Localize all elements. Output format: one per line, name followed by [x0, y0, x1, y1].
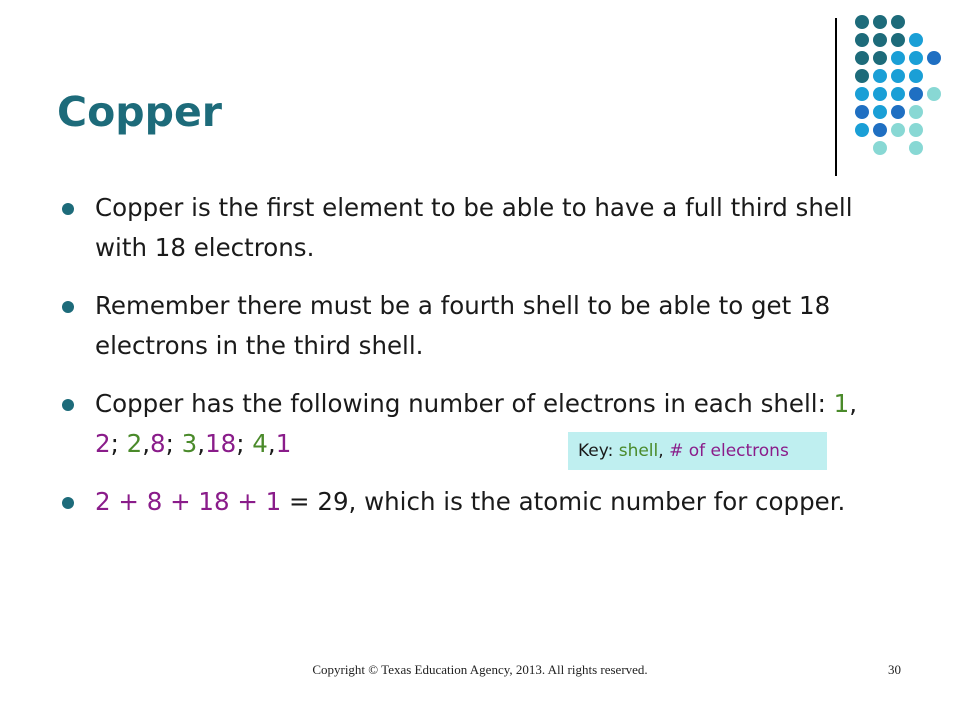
decorative-dot [855, 15, 869, 29]
bullet-icon [62, 497, 74, 509]
decorative-dot [873, 105, 887, 119]
key-electrons: # of electrons [669, 441, 789, 461]
decorative-dot [909, 123, 923, 137]
page-number: 30 [888, 662, 901, 677]
divider-line [835, 18, 837, 176]
key-shell: shell [618, 441, 659, 461]
shell-number: 2 [126, 429, 143, 458]
bullet-list [62, 188, 877, 540]
key-legend: Key: shell, # of electrons [568, 432, 827, 470]
electron-count: 1 [275, 429, 292, 458]
shell-number: 1 [833, 389, 850, 418]
decorative-dot [855, 105, 869, 119]
decorative-dot [873, 141, 887, 155]
decorative-dot [855, 51, 869, 65]
decorative-dot [873, 51, 887, 65]
decorative-dot [873, 123, 887, 137]
shell-number: 3 [181, 429, 198, 458]
bullet-icon [62, 203, 74, 215]
bullet-text: Remember there must be a fourth shell to be able to get 18 electrons in the third shell. [95, 291, 831, 360]
electron-count: 2 [95, 429, 111, 458]
bullet-icon [62, 301, 74, 313]
decorative-dot [891, 33, 905, 47]
bullet-text: = 29, which is the atomic number for copper. [281, 487, 846, 516]
electron-count: 18 [205, 429, 237, 458]
bullet-item: Copper has the following number of electrons in each shell: 1, 2; 2,8; 3,18; 4,1 [62, 384, 877, 464]
decorative-dot [873, 33, 887, 47]
bullet-text: Copper is the first element to be able to have a full third shell with 18 electrons. [95, 193, 853, 262]
decorative-dot [891, 69, 905, 83]
decorative-dot [909, 33, 923, 47]
bullet-item [62, 286, 877, 366]
bullet-item [62, 188, 877, 268]
electron-count: 8 [150, 429, 166, 458]
shell-number: 4 [252, 429, 268, 458]
decorative-dot [873, 15, 887, 29]
decorative-dot [873, 69, 887, 83]
copyright-footer: Copyright © Texas Education Agency, 2013. All rights reserved. [312, 662, 648, 677]
bullet-icon [62, 399, 74, 411]
sum-expression: 2 + 8 + 18 + 1 [95, 487, 282, 516]
decorative-dot [927, 51, 941, 65]
bullet-item [62, 482, 877, 522]
decorative-dot [909, 51, 923, 65]
decorative-dot [855, 33, 869, 47]
decorative-dot [927, 87, 941, 101]
decorative-dot [909, 105, 923, 119]
key-prefix: Key: [578, 441, 619, 461]
decorative-dot [891, 123, 905, 137]
decorative-dot [855, 69, 869, 83]
decorative-dot [891, 51, 905, 65]
bullet-text: Copper has the following number of electrons in each shell: [95, 389, 834, 418]
slide-title: Copper [57, 88, 222, 136]
decorative-dot [891, 105, 905, 119]
decorative-dot [909, 69, 923, 83]
decorative-dot [909, 87, 923, 101]
decorative-dot [855, 87, 869, 101]
decorative-dot [873, 87, 887, 101]
decorative-dot [855, 123, 869, 137]
decorative-dot [891, 87, 905, 101]
decorative-dot [909, 141, 923, 155]
decorative-dot [891, 15, 905, 29]
